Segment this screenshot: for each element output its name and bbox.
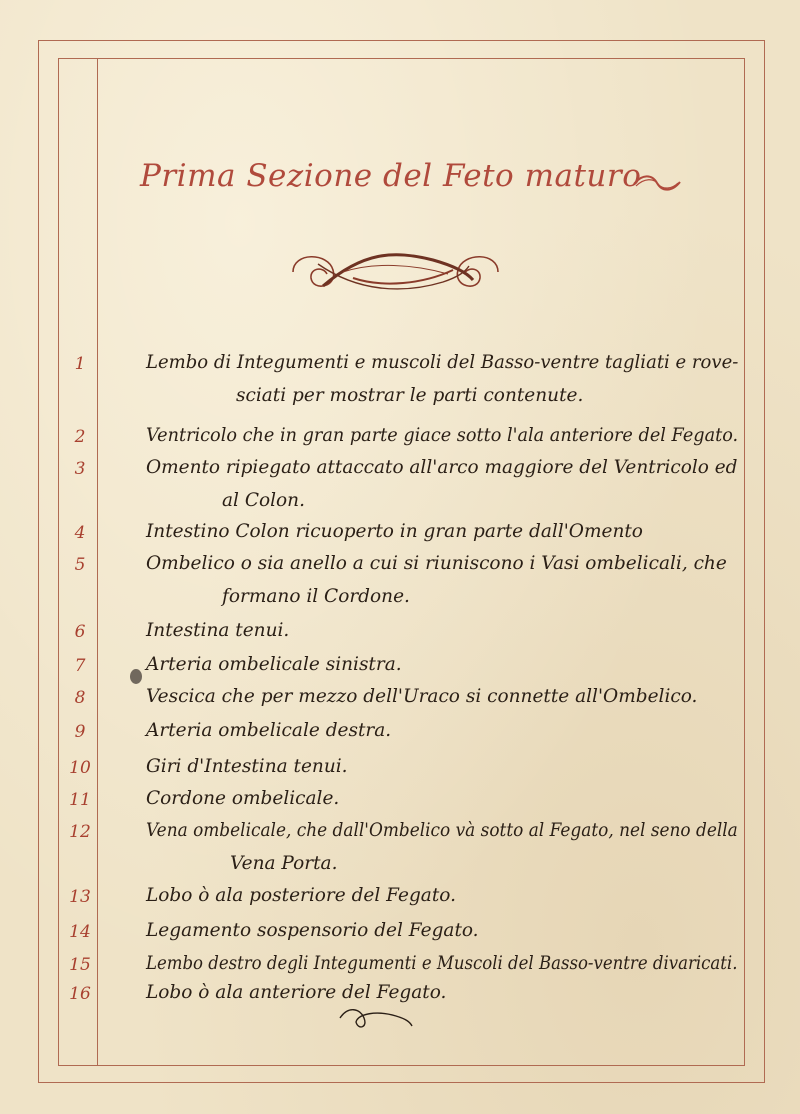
entry-text-continuation: Vena Porta. [230, 853, 338, 874]
entry-text-continuation: al Colon. [222, 490, 305, 511]
ink-blot [130, 669, 142, 684]
entry-text: Arteria ombelicale destra. [146, 720, 392, 741]
title-flourish-icon [632, 172, 682, 194]
page-title: Prima Sezione del Feto maturo [140, 158, 642, 194]
entry-number: 4 [74, 523, 86, 543]
entry-text-continuation: sciati per mostrar le parti contenute. [236, 385, 584, 406]
entry-text: Lembo destro degli Integumenti e Muscoli del Basso-ventre divaricati. [146, 953, 738, 974]
entry-text-continuation: formano il Cordone. [222, 586, 410, 607]
entry-text: Intestina tenui. [146, 620, 290, 641]
entry-number: 5 [74, 555, 86, 575]
entry-number: 16 [69, 984, 91, 1004]
entry-text: Vescica che per mezzo dell'Uraco si connette all'Ombelico. [146, 686, 698, 707]
entry-number: 8 [74, 688, 86, 708]
entry-number: 14 [69, 922, 91, 942]
entry-number: 9 [74, 722, 86, 742]
entry-number: 10 [69, 758, 91, 778]
entry-number: 6 [74, 622, 86, 642]
entry-text: Giri d'Intestina tenui. [146, 756, 348, 777]
entry-number: 13 [69, 887, 91, 907]
entry-text: Lembo di Integumenti e muscoli del Basso-ventre tagliati e rove- [146, 352, 739, 373]
entry-text: Omento ripiegato attaccato all'arco maggiore del Ventricolo ed [146, 457, 738, 478]
ornamental-flourish-icon [283, 242, 508, 304]
entry-number: 15 [69, 955, 91, 975]
entry-text: Legamento sospensorio del Fegato. [146, 920, 479, 941]
entry-number: 12 [69, 822, 91, 842]
entry-number: 3 [74, 459, 86, 479]
entry-text: Cordone ombelicale. [146, 788, 340, 809]
entry-text: Intestino Colon ricuoperto in gran parte dall'Omento [146, 521, 643, 542]
entry-text: Lobo ò ala anteriore del Fegato. [146, 982, 447, 1003]
entry-number: 1 [74, 354, 86, 374]
entry-text: Ventricolo che in gran parte giace sotto l'ala anteriore del Fegato. [146, 425, 739, 446]
entry-text: Lobo ò ala posteriore del Fegato. [146, 885, 456, 906]
entry-number: 11 [69, 790, 91, 810]
entry-number: 2 [74, 427, 86, 447]
entry-text: Vena ombelicale, che dall'Ombelico và sotto al Fegato, nel seno della [146, 820, 738, 841]
entry-text: Ombelico o sia anello a cui si riuniscono i Vasi ombelicali, che [146, 553, 727, 574]
entry-text: Arteria ombelicale sinistra. [146, 654, 402, 675]
entry-number: 7 [74, 656, 86, 676]
closing-flourish-icon [336, 1004, 416, 1032]
